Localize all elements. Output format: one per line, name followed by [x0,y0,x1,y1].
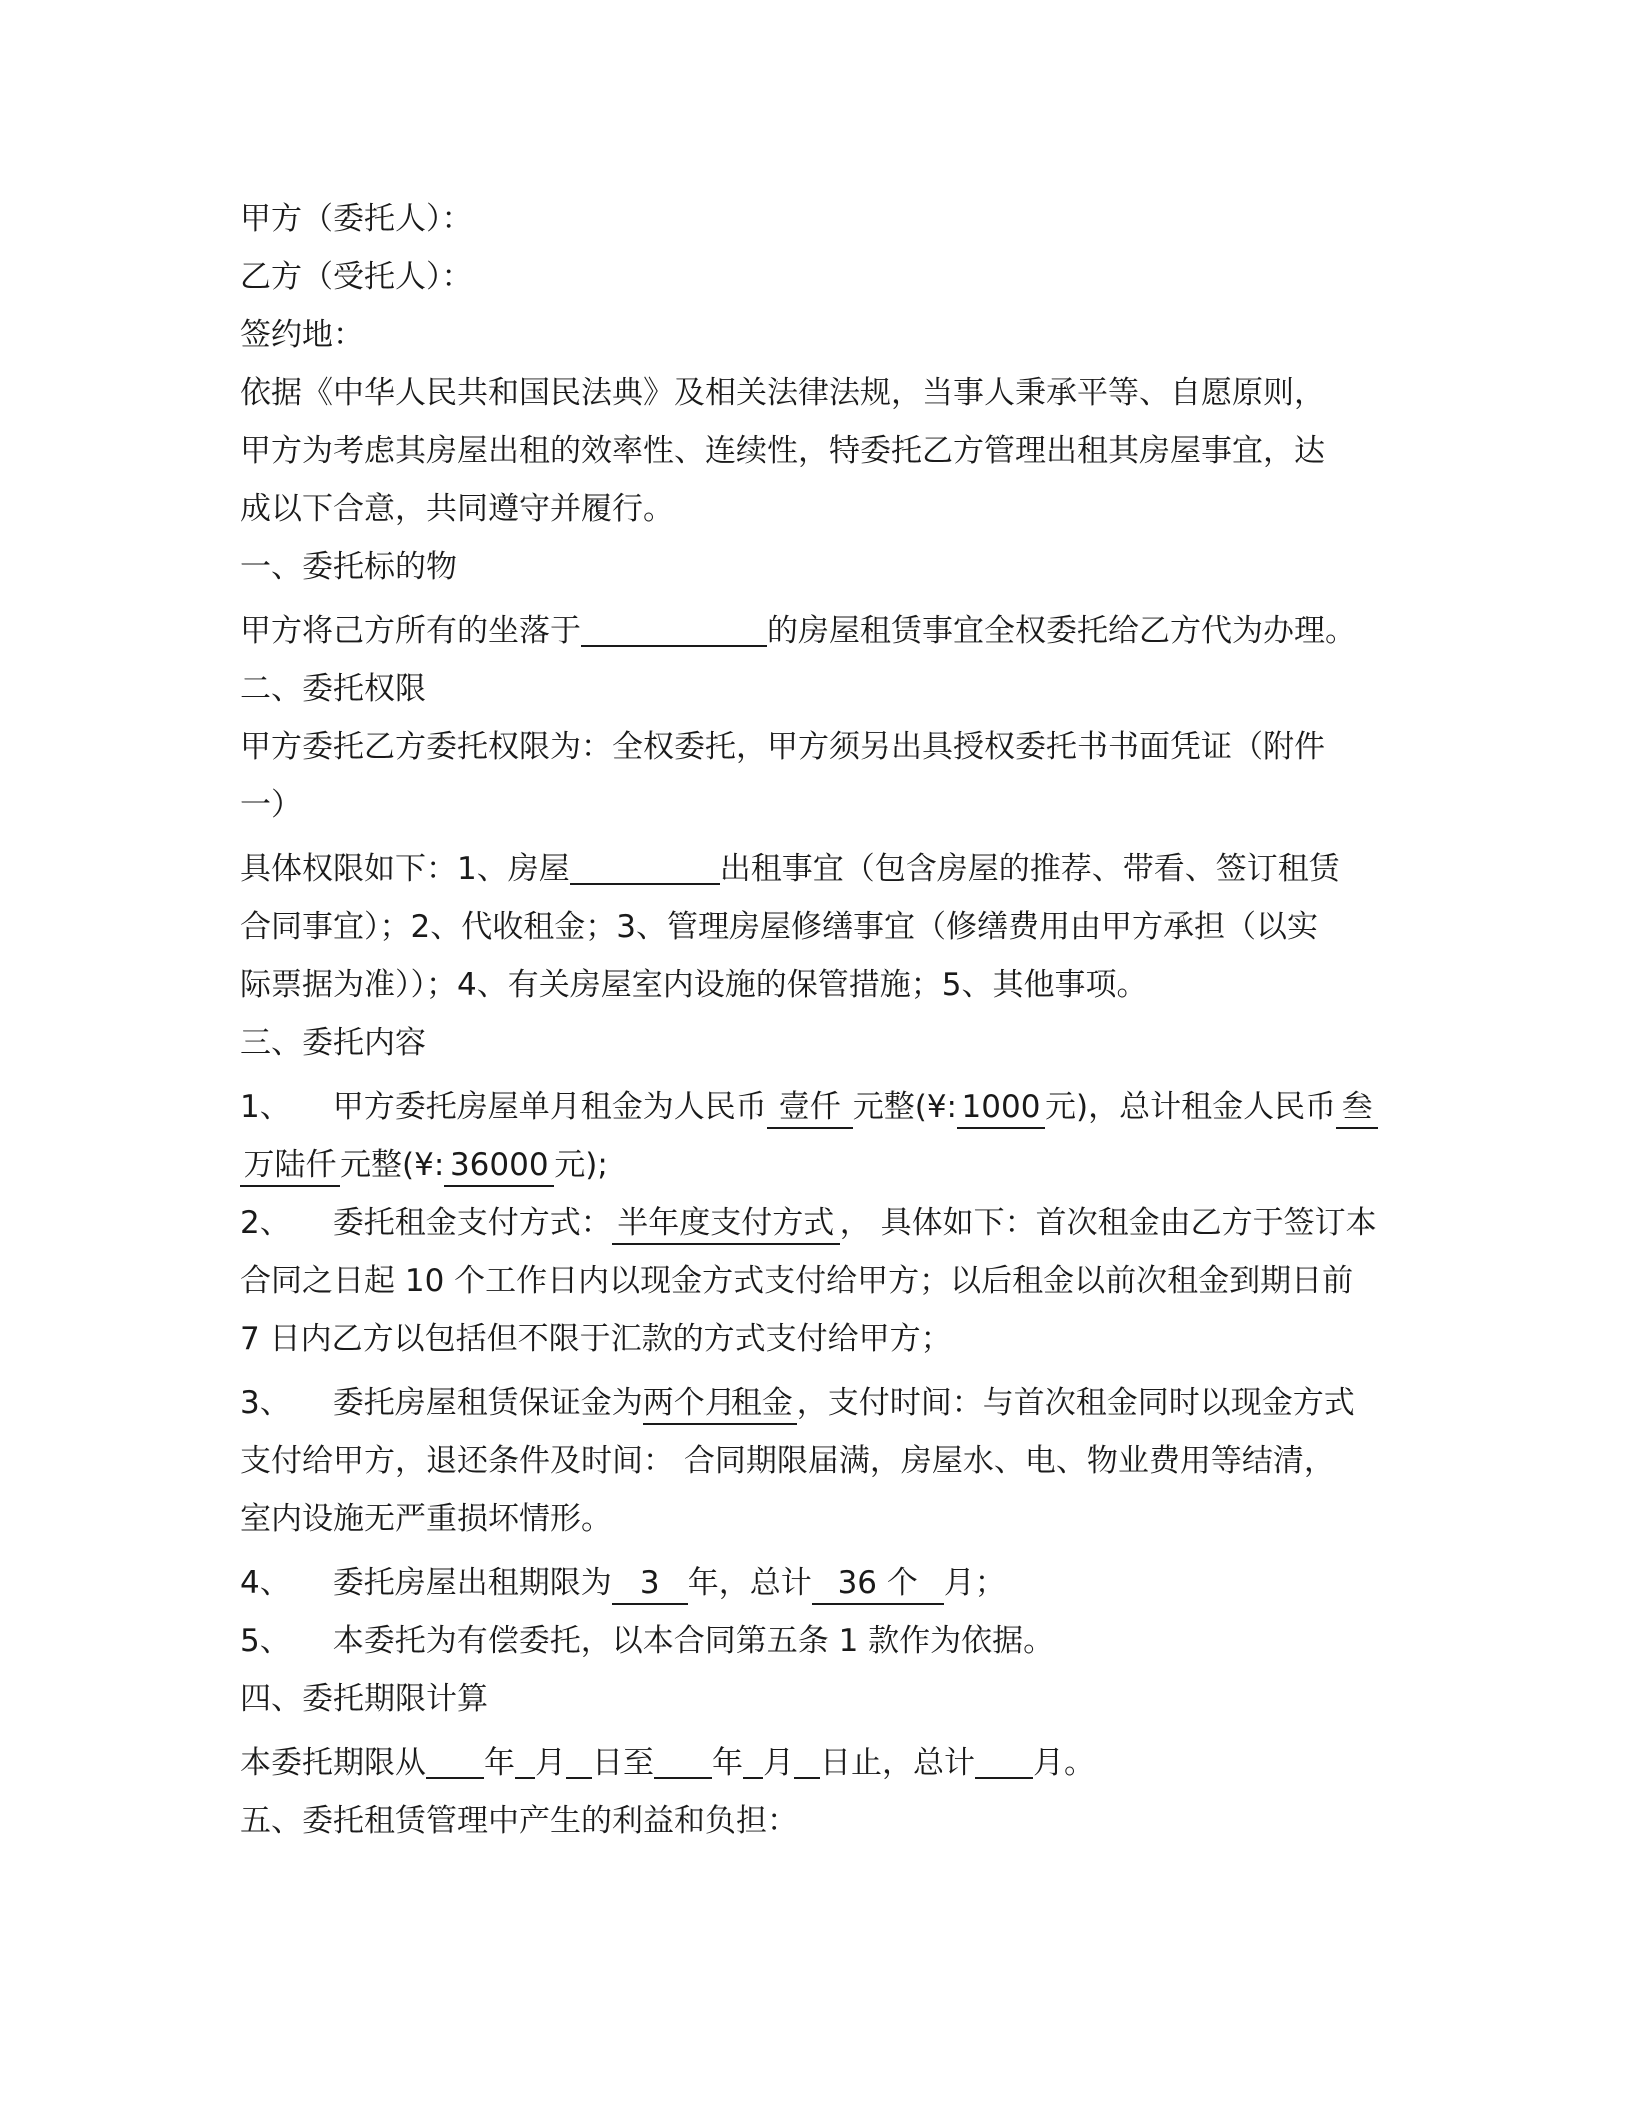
text: ，支付时间：与首次租金同时以现金方式 [796,1385,1355,1421]
party-a-line: 甲方（委托人）： [240,201,473,237]
item-4-line [240,1554,1392,1612]
end-month-blank [743,1743,763,1779]
lease-years: 3 [612,1563,688,1605]
item-5-line [240,1612,1392,1670]
text: 月。 [1033,1745,1095,1781]
item-3-line: 支付给甲方，退还条件及时间： 合同期限届满，房屋水、电、物业费用等结清， [240,1443,1335,1479]
text: 甲方将己方所有的坐落于 [240,613,581,649]
text: 甲方委托房屋单月租金为人民币 [332,1089,767,1125]
total-rent-amount: 36000 [444,1145,554,1187]
section-2-heading: 二、委托权限 [240,671,426,707]
start-day-blank [566,1743,592,1779]
text: 月 [535,1745,566,1781]
section-2-line: 一） [240,787,302,823]
item-number: 4、 [240,1565,291,1601]
text: 本委托为有偿委托，以本合同第五条 1 款作为依据。 [332,1623,1055,1659]
item-2-line: 7 日内乙方以包括但不限于汇款的方式支付给甲方； [240,1321,952,1357]
section-4-body [240,1734,1392,1792]
total-rent-words: 叁 [1336,1087,1378,1129]
text: 委托房屋租赁保证金为 [332,1385,643,1421]
text: 元)，总计租金人民币 [1045,1089,1337,1125]
section-3-heading: 三、委托内容 [240,1025,426,1061]
text: 元整(¥: [852,1089,957,1125]
signing-place-line: 签约地： [240,317,364,353]
text: 月； [943,1565,1006,1601]
text: 委托租金支付方式： [332,1205,612,1241]
monthly-rent-amount: 1000 [957,1087,1045,1129]
text: 本委托期限从 [240,1745,426,1781]
text: 日止，总计 [820,1745,975,1781]
text: 日至 [592,1745,654,1781]
location-blank [581,611,767,647]
section-4-heading: 四、委托期限计算 [240,1681,488,1717]
section-2-line: 际票据为准））；4、有关房屋室内设施的保管措施；5、其他事项。 [240,967,1148,1003]
item-number: 5、 [240,1623,291,1659]
section-1-body [240,602,1392,660]
text: 出租事宜（包含房屋的推荐、带看、签订租赁 [719,851,1340,887]
item-2-line [240,1194,1392,1252]
lease-months: 36 个 [812,1563,944,1605]
total-rent-words: 万陆仟 [240,1145,340,1187]
end-day-blank [794,1743,820,1779]
section-2-line: 合同事宜）；2、代收租金；3、管理房屋修缮事宜（修缮费用由甲方承担（以实 [240,909,1318,945]
text: 元整(¥: [340,1147,445,1183]
text: 具体权限如下：1、房屋 [240,851,570,887]
total-months-blank [975,1743,1033,1779]
text: ， 具体如下：首次租金由乙方于签订本 [839,1205,1377,1241]
property-blank [570,849,720,885]
preamble-line: 依据《中华人民共和国民法典》及相关法律法规，当事人秉承平等、自愿原则， [240,375,1325,411]
section-5-heading: 五、委托租赁管理中产生的利益和负担： [240,1803,798,1839]
section-2-line: 甲方委托乙方委托权限为：全权委托，甲方须另出具授权委托书书面凭证（附件 [240,729,1325,765]
deposit-unit: 租金 [727,1383,797,1425]
text: 月 [763,1745,794,1781]
end-year-blank [654,1743,712,1779]
text: 年 [484,1745,515,1781]
item-1-line [240,1078,1392,1136]
item-number: 3、 [240,1385,291,1421]
item-2-line: 合同之日起 10 个工作日内以现金方式支付给甲方；以后租金以前次租金到期日前 [240,1263,1354,1299]
item-number: 1、 [240,1089,291,1125]
item-1-line [240,1136,1392,1194]
section-1-heading: 一、委托标的物 [240,549,457,585]
preamble-line: 成以下合意，共同遵守并履行。 [240,491,674,527]
monthly-rent-words: 壹仟 [767,1087,853,1129]
deposit-amount: 两个月 [643,1383,727,1425]
text: 年，总计 [687,1565,812,1601]
start-year-blank [426,1743,484,1779]
text: 年 [712,1745,743,1781]
text: 元); [554,1147,608,1183]
text: 委托房屋出租期限为 [332,1565,612,1601]
contract-page [240,190,1392,1850]
preamble-line: 甲方为考虑其房屋出租的效率性、连续性，特委托乙方管理出租其房屋事宜，达 [240,433,1325,469]
start-month-blank [515,1743,535,1779]
item-3-line: 室内设施无严重损坏情形。 [240,1501,612,1537]
section-2-line [240,840,1392,898]
party-b-line: 乙方（受托人）： [240,259,473,295]
payment-method: 半年度支付方式 [612,1203,840,1245]
item-number: 2、 [240,1205,291,1241]
item-3-line [240,1374,1392,1432]
text: 的房屋租赁事宜全权委托给乙方代为办理。 [767,613,1356,649]
